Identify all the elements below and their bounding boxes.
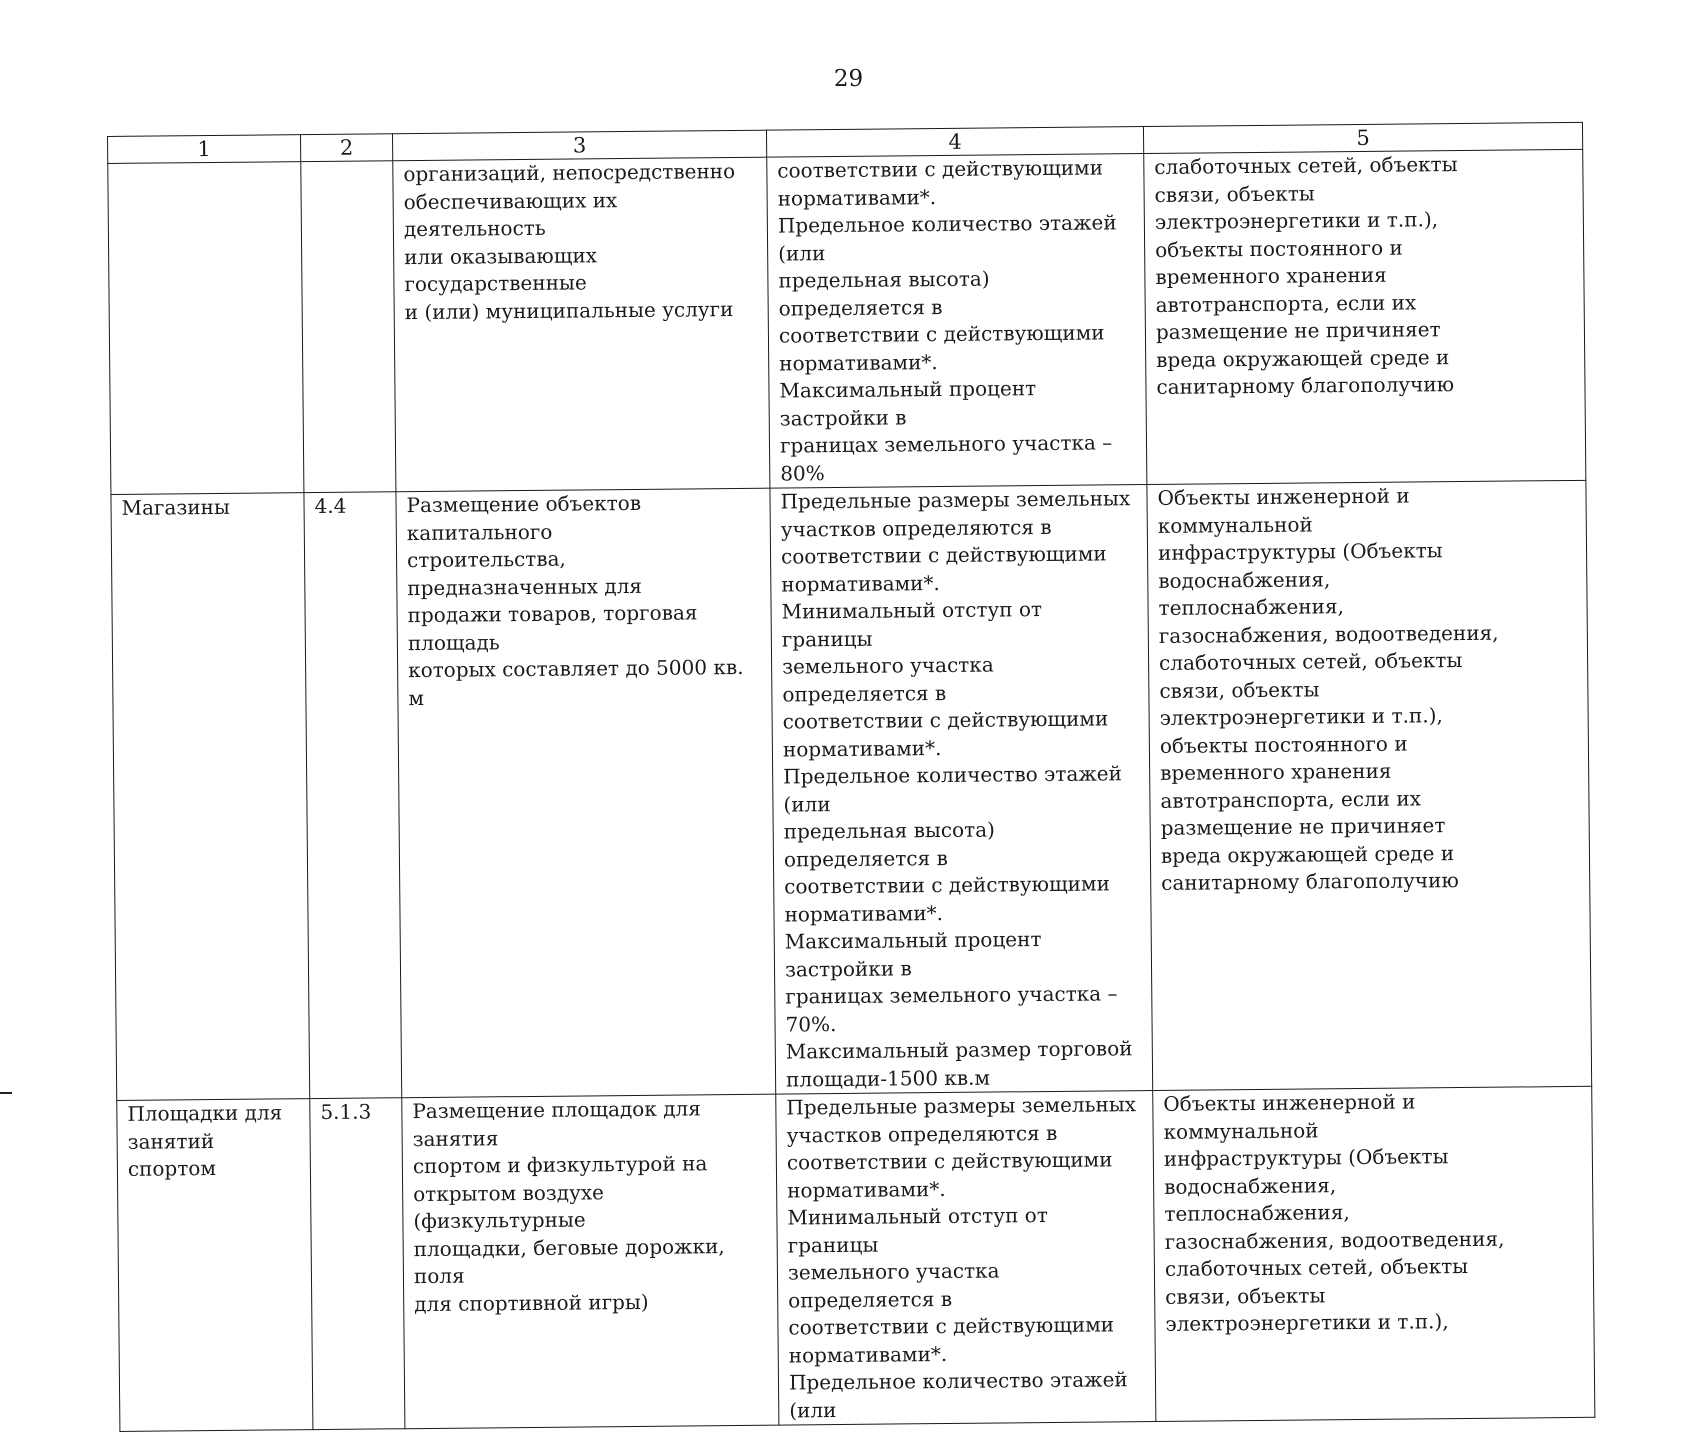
document-sheet — [107, 122, 1595, 1432]
cell-code: 5.1.3 — [310, 1098, 405, 1430]
cell-description — [402, 1094, 779, 1429]
text-line: Максимальный размер торговой — [785, 1036, 1133, 1064]
column-header-1: 1 — [108, 135, 301, 164]
text-line: организаций, непосредственно — [403, 158, 736, 187]
column-header-3: 3 — [392, 130, 766, 161]
text-line: соответствии с действующими — [786, 1147, 1113, 1175]
text-line: теплоснабжения, — [1164, 1200, 1350, 1226]
text-line: связи, объекты — [1154, 180, 1315, 207]
text-line: электроэнергетики и т.п.), — [1165, 1309, 1449, 1336]
text-line: соответствии с действующими — [788, 1312, 1115, 1340]
text-line: размещение не причиняет — [1155, 317, 1441, 344]
text-line: электроэнергетики и т.п.), — [1159, 703, 1443, 730]
table-row — [108, 149, 1586, 494]
cell-code: 4.4 — [304, 492, 402, 1099]
text-line: земельного участка определяется в — [782, 652, 994, 707]
text-line: и (или) муниципальные услуги — [404, 296, 734, 324]
cell-auxiliary — [1144, 149, 1586, 484]
text-line: объекты постоянного и — [1155, 235, 1403, 262]
text-line: Размещение объектов капитального — [406, 490, 642, 545]
text-line: нормативами*. — [777, 184, 937, 211]
text-line: размещение не причиняет — [1160, 813, 1446, 840]
text-line: Предельные размеры земельных — [786, 1092, 1137, 1120]
text-line: Объекты инженерной и — [1163, 1089, 1416, 1116]
text-line: Предельное количество этажей (или — [777, 210, 1117, 266]
text-line: нормативами*. — [787, 1176, 946, 1203]
text-line: нормативами*. — [781, 570, 940, 597]
text-line: спортом и физкультурой на — [412, 1151, 708, 1179]
text-line: инфраструктуры (Объекты — [1157, 538, 1443, 565]
text-line: нормативами*. — [784, 900, 944, 927]
text-line: временного хранения — [1155, 262, 1387, 289]
text-line: водоснабжения, — [1164, 1172, 1337, 1199]
cell-auxiliary — [1153, 1086, 1595, 1421]
text-line: нормативами*. — [788, 1341, 948, 1368]
text-line: связи, объекты — [1159, 676, 1320, 703]
text-line: занятий спортом — [127, 1128, 217, 1181]
text-line: участков определяются в — [780, 514, 1052, 542]
text-line: Предельное количество этажей (или — [788, 1367, 1128, 1423]
text-line: соответствии с действующими — [777, 155, 1104, 183]
text-line: Площадки для — [127, 1100, 283, 1126]
text-line: площади-1500 кв.м — [785, 1065, 991, 1092]
cell-name — [117, 1099, 313, 1432]
text-line: инфраструктуры (Объекты — [1163, 1144, 1449, 1171]
cell-parameters — [767, 154, 1147, 489]
cell-name — [108, 162, 304, 495]
column-header-4: 4 — [766, 127, 1143, 158]
text-line: Максимальный процент застройки в — [784, 927, 1042, 982]
text-line: нормативами*. — [782, 735, 942, 762]
cell-parameters — [770, 485, 1153, 1095]
text-line: слаботочных сетей, объекты — [1164, 1253, 1469, 1281]
text-line: коммунальной — [1163, 1117, 1319, 1144]
text-line: слаботочных сетей, объекты — [1158, 648, 1463, 675]
text-line: автотранспорта, если их — [1160, 785, 1422, 813]
text-line: или оказывающих государственные — [404, 242, 598, 297]
text-line: земельного участка определяется в — [787, 1258, 1000, 1313]
text-line: для спортивной игры) — [414, 1289, 649, 1316]
text-line: Минимальный отступ от границы — [781, 597, 1043, 652]
cell-description — [393, 157, 770, 492]
text-line: коммунальной — [1157, 511, 1313, 538]
column-header-5: 5 — [1143, 122, 1582, 153]
text-line: Размещение площадок для занятия — [412, 1096, 701, 1151]
text-line: соответствии с действующими — [784, 871, 1110, 899]
text-line: санитарному благополучию — [1161, 868, 1459, 895]
text-line: газоснабжения, водоотведения, — [1158, 620, 1499, 648]
text-line: предельная высота) определяется в — [778, 266, 990, 321]
text-line: Объекты инженерной и — [1157, 483, 1410, 510]
text-line: обеспечивающих их деятельность — [403, 187, 618, 242]
text-line: границах земельного участка – 70%. — [785, 981, 1118, 1037]
cell-parameters — [776, 1091, 1156, 1426]
text-line: соответствии с действующими — [782, 706, 1109, 734]
text-line: электроэнергетики и т.п.), — [1154, 207, 1439, 234]
text-line: временного хранения — [1160, 758, 1392, 785]
text-line: вреда окружающей среде и — [1156, 344, 1450, 372]
text-line: строительства, предназначенных для — [406, 546, 643, 600]
text-line: санитарному благополучию — [1156, 372, 1455, 399]
text-line: продажи товаров, торговая площадь — [407, 600, 698, 655]
text-line: нормативами*. — [779, 349, 938, 376]
text-line: предельная высота) определяется в — [783, 817, 995, 872]
scan-edge-mark — [0, 1092, 12, 1094]
text-line: Минимальный отступ от границы — [787, 1203, 1048, 1258]
column-header-2: 2 — [300, 134, 392, 162]
text-line: вреда окружающей среде и — [1160, 840, 1455, 868]
cell-auxiliary — [1147, 480, 1592, 1090]
text-line: объекты постоянного и — [1159, 731, 1408, 758]
text-line: участков определяются в — [786, 1120, 1058, 1148]
text-line: которых составляет до 5000 кв. м — [408, 654, 744, 710]
text-line: открытом воздухе (физкультурные — [413, 1179, 605, 1234]
text-line: теплоснабжения, — [1158, 594, 1345, 620]
text-line: Предельное количество этажей (или — [783, 761, 1122, 817]
text-line: связи, объекты — [1165, 1282, 1326, 1309]
text-line: соответствии с действующими — [780, 541, 1107, 569]
cell-code — [301, 161, 396, 493]
text-line: автотранспорта, если их — [1155, 289, 1417, 317]
cell-description — [396, 488, 776, 1098]
page-number: 29 — [833, 66, 864, 92]
text-line: Максимальный процент застройки в — [779, 376, 1037, 431]
text-line: слаботочных сетей, объекты — [1154, 152, 1458, 179]
text-line: Предельные размеры земельных — [780, 486, 1131, 514]
cell-name: Магазины — [111, 493, 310, 1101]
text-line: границах земельного участка – 80% — [779, 430, 1113, 486]
zoning-regulations-table — [107, 122, 1595, 1432]
text-line: водоснабжения, — [1158, 566, 1331, 593]
text-line: площадки, беговые дорожки, поля — [413, 1233, 725, 1289]
text-line: газоснабжения, водоотведения, — [1164, 1226, 1505, 1254]
table-row — [117, 1086, 1595, 1431]
text-line: соответствии с действующими — [778, 320, 1105, 348]
table-row — [111, 480, 1592, 1100]
